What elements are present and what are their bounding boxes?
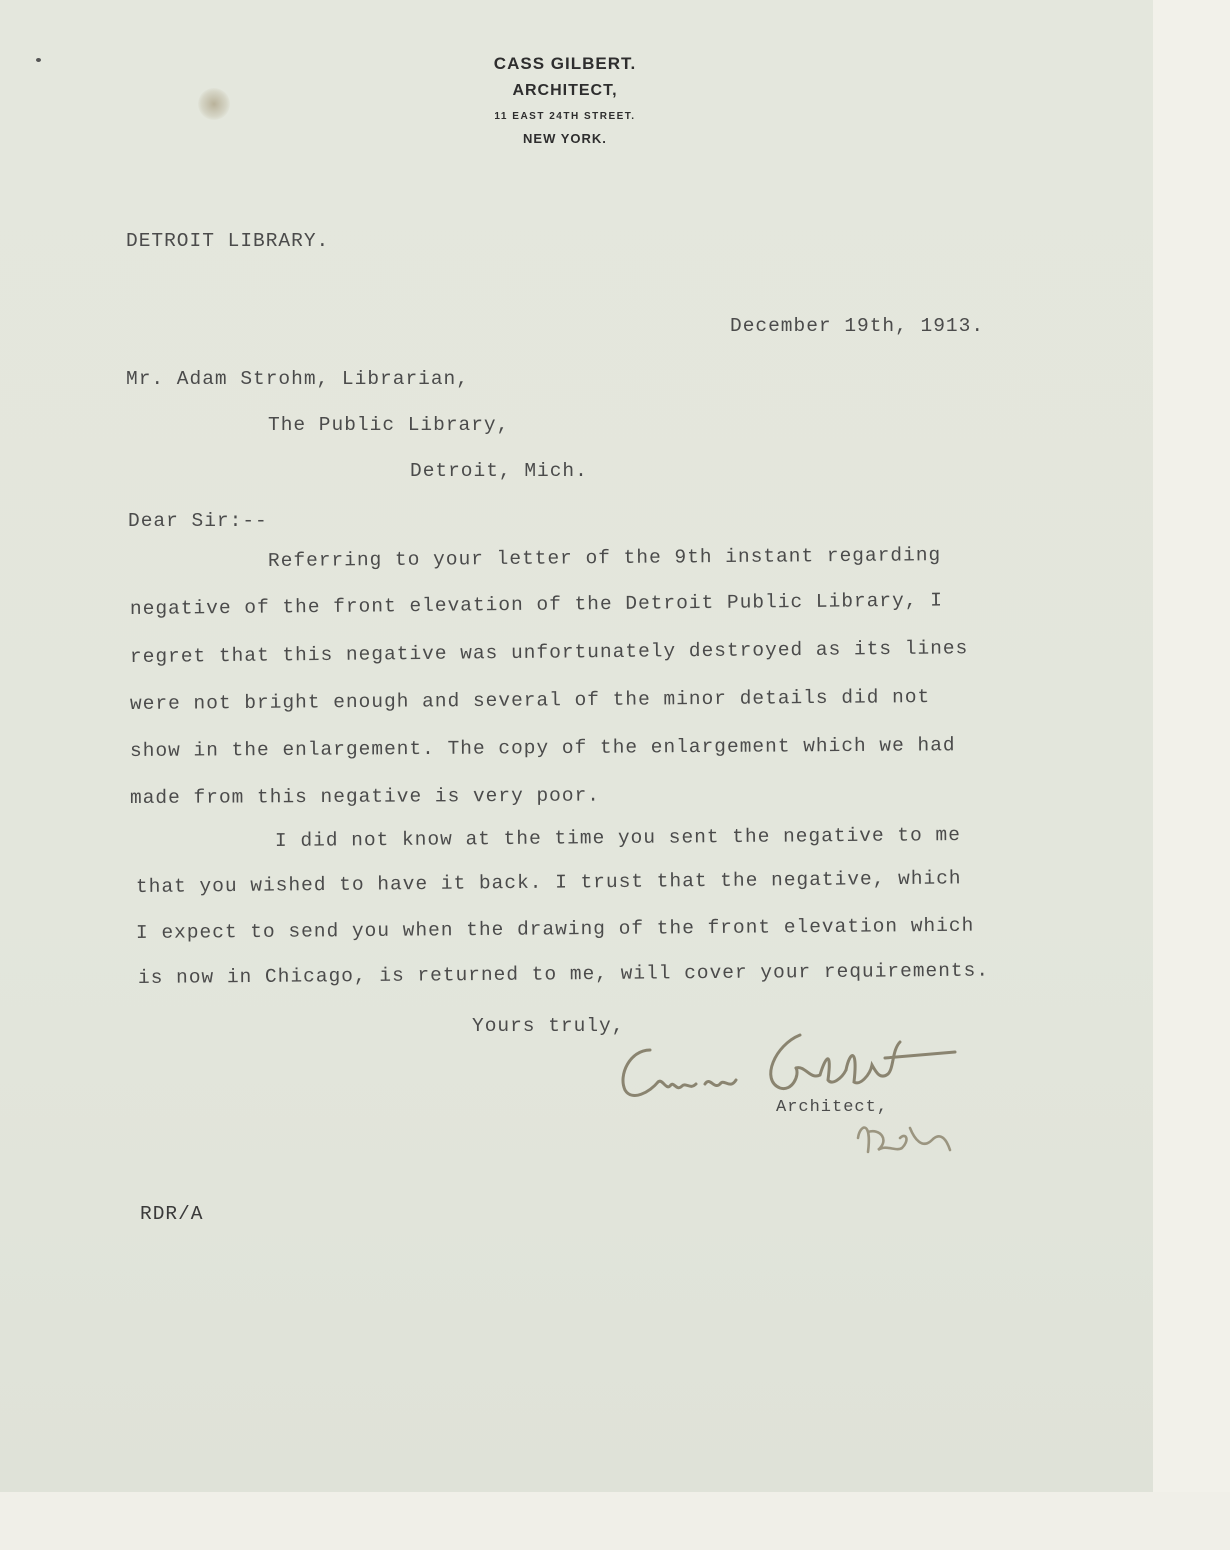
- body-line: that you wished to have it back. I trust that the negative, which: [135, 867, 962, 898]
- letterhead-street: 11 EAST 24TH STREET.: [494, 111, 636, 122]
- letter-date: December 19th, 1913.: [730, 315, 985, 337]
- scan-margin-bottom: [0, 1492, 1230, 1550]
- recipient-city: Detroit, Mich.: [410, 460, 588, 482]
- file-label: DETROIT LIBRARY.: [126, 230, 330, 252]
- signer-title: Architect,: [776, 1098, 889, 1117]
- body-line: regret that this negative was unfortunately destroyed as its lines: [129, 637, 969, 668]
- closing: Yours truly,: [472, 1015, 625, 1037]
- body-line: were not bright enough and several of the minor details did not: [129, 686, 931, 715]
- body-line: negative of the front elevation of the Detroit Public Library, I: [129, 589, 943, 620]
- letterhead-title: ARCHITECT,: [512, 82, 618, 99]
- reference-initials: RDR/A: [140, 1203, 204, 1225]
- recipient-name: Mr. Adam Strohm, Librarian,: [126, 368, 469, 390]
- body-line: I did not know at the time you sent the negative to me: [274, 824, 961, 852]
- letterhead-city: NEW YORK.: [523, 131, 607, 146]
- body-line: made from this negative is very poor.: [129, 784, 601, 809]
- handwritten-signature: [610, 1020, 970, 1170]
- salutation: Dear Sir:--: [128, 510, 268, 532]
- scan-margin-right: [1153, 0, 1230, 1550]
- body-line: I expect to send you when the drawing of the front elevation which: [135, 914, 975, 944]
- recipient-org: The Public Library,: [268, 414, 510, 436]
- body-line: show in the enlargement. The copy of the enlargement which we had: [129, 734, 956, 762]
- letterhead-name: CASS GILBERT.: [493, 54, 637, 73]
- body-line: Referring to your letter of the 9th instant regarding: [267, 544, 942, 572]
- body-line: is now in Chicago, is returned to me, will cover your requirements.: [137, 959, 990, 989]
